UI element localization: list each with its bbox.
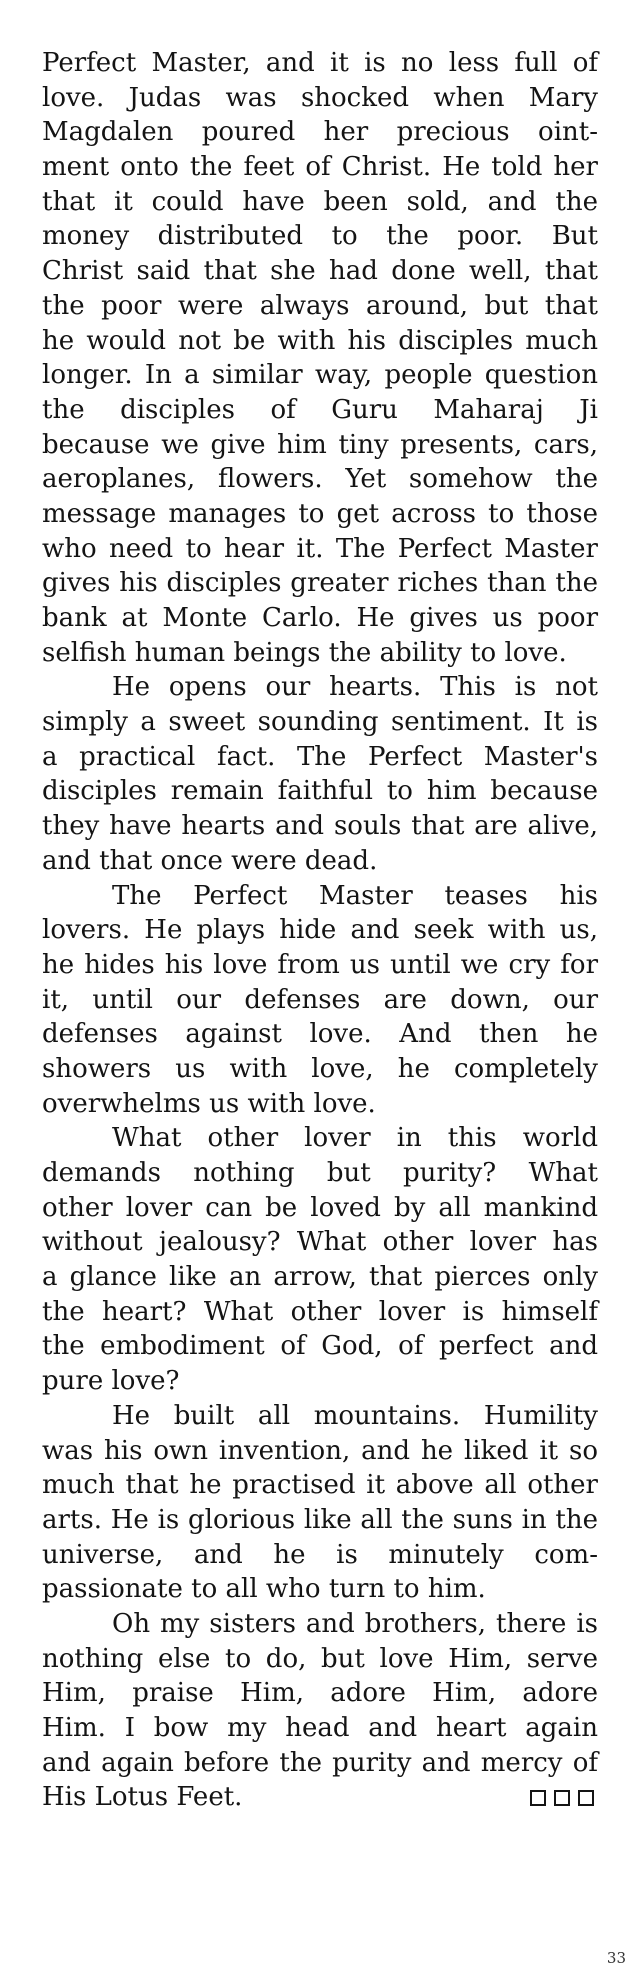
text-line: bank at Monte Carlo. He gives us poor	[42, 603, 598, 633]
paragraph	[42, 46, 598, 670]
text-line: who need to hear it. The Perfect Master	[42, 533, 598, 564]
text-line: money distributed to the poor. But	[42, 221, 598, 252]
text-line: without jealousy? What other lover has	[42, 1227, 598, 1258]
text-line: and again before the purity and mercy of	[42, 1747, 598, 1778]
text-line: He built all mountains. Humility	[112, 1400, 598, 1431]
text-line: The Perfect Master teases his	[112, 880, 598, 911]
text-line: What other lover in this world	[112, 1123, 598, 1154]
text-line: the disciples of Guru Maharaj Ji	[42, 394, 598, 425]
text-line: disciples remain faithful to him because	[42, 776, 598, 807]
text-line: because we give him tiny presents, cars,	[42, 429, 598, 460]
text-line: Him, praise Him, adore Him, adore	[42, 1678, 598, 1709]
text-line: passionate to all who turn to him.	[42, 1574, 486, 1605]
text-line: they have hearts and souls that are alive,	[42, 811, 598, 842]
text-line: selfish human beings the ability to love.	[42, 637, 567, 668]
text-line: much that he practised it above all other	[42, 1470, 598, 1501]
paragraph	[42, 1121, 598, 1399]
text-line: Perfect Master, and it is no less full of	[42, 48, 598, 78]
text-line: nothing else to do, but love Him, serve	[42, 1643, 598, 1674]
text-line: love. Judas was shocked when Mary	[42, 82, 598, 113]
text-line: aeroplanes, flowers. Yet somehow the	[42, 464, 598, 495]
paragraph	[42, 670, 598, 878]
text-line: He opens our hearts. This is not	[112, 672, 598, 703]
end-of-article-marks	[530, 1790, 594, 1806]
text-line: it, until our defenses are down, our	[42, 984, 598, 1015]
text-line: Oh my sisters and brothers, there is	[112, 1608, 598, 1639]
text-line: he would not be with his disciples much	[42, 325, 598, 356]
text-line: other lover can be loved by all mankind	[42, 1192, 598, 1223]
text-line: lovers. He plays hide and seek with us,	[42, 915, 598, 946]
paragraph	[42, 1399, 598, 1607]
text-line: a practical fact. The Perfect Master's	[42, 741, 598, 772]
text-line: Magdalen poured her precious oint-	[42, 117, 598, 148]
text-line: the embodiment of God, of perfect and	[42, 1331, 598, 1362]
paragraph	[42, 1607, 598, 1780]
page-number: 33	[606, 1949, 626, 1967]
end-mark-square-icon	[530, 1790, 546, 1806]
text-line: defenses against love. And then he	[42, 1019, 598, 1050]
text-line: and that once were dead.	[42, 845, 378, 876]
text-line: gives his disciples greater riches than the	[42, 568, 598, 599]
text-line: message manages to get across to those	[42, 498, 598, 529]
text-line: that it could have been sold, and the	[42, 186, 598, 217]
text-line: simply a sweet sounding sentiment. It is	[42, 707, 598, 738]
text-line: was his own invention, and he liked it so	[42, 1435, 598, 1466]
text-line: demands nothing but purity? What	[42, 1158, 598, 1188]
end-mark-square-icon	[554, 1790, 570, 1806]
closing-row	[42, 1780, 598, 1815]
text-line: Him. I bow my head and heart again	[42, 1713, 598, 1743]
end-mark-square-icon	[578, 1790, 594, 1806]
text-line: pure love?	[42, 1366, 180, 1397]
text-line: overwhelms us with love.	[42, 1088, 376, 1119]
text-line: Christ said that she had done well, that	[42, 256, 598, 287]
text-column	[42, 46, 598, 1815]
text-line: showers us with love, he completely	[42, 1053, 598, 1084]
text-line: a glance like an arrow, that pierces only	[42, 1262, 598, 1293]
text-line: universe, and he is minutely com-	[42, 1539, 598, 1570]
text-line: the poor were always around, but that	[42, 290, 598, 321]
text-line: he hides his love from us until we cry for	[42, 949, 598, 980]
text-line: arts. He is glorious like all the suns in the	[42, 1504, 598, 1535]
text-line: ment onto the feet of Christ. He told her	[42, 152, 598, 183]
text-line: longer. In a similar way, people question	[42, 360, 598, 391]
closing-line: His Lotus Feet.	[42, 1782, 243, 1813]
text-line: the heart? What other lover is himself	[42, 1296, 598, 1327]
paragraph	[42, 879, 598, 1122]
